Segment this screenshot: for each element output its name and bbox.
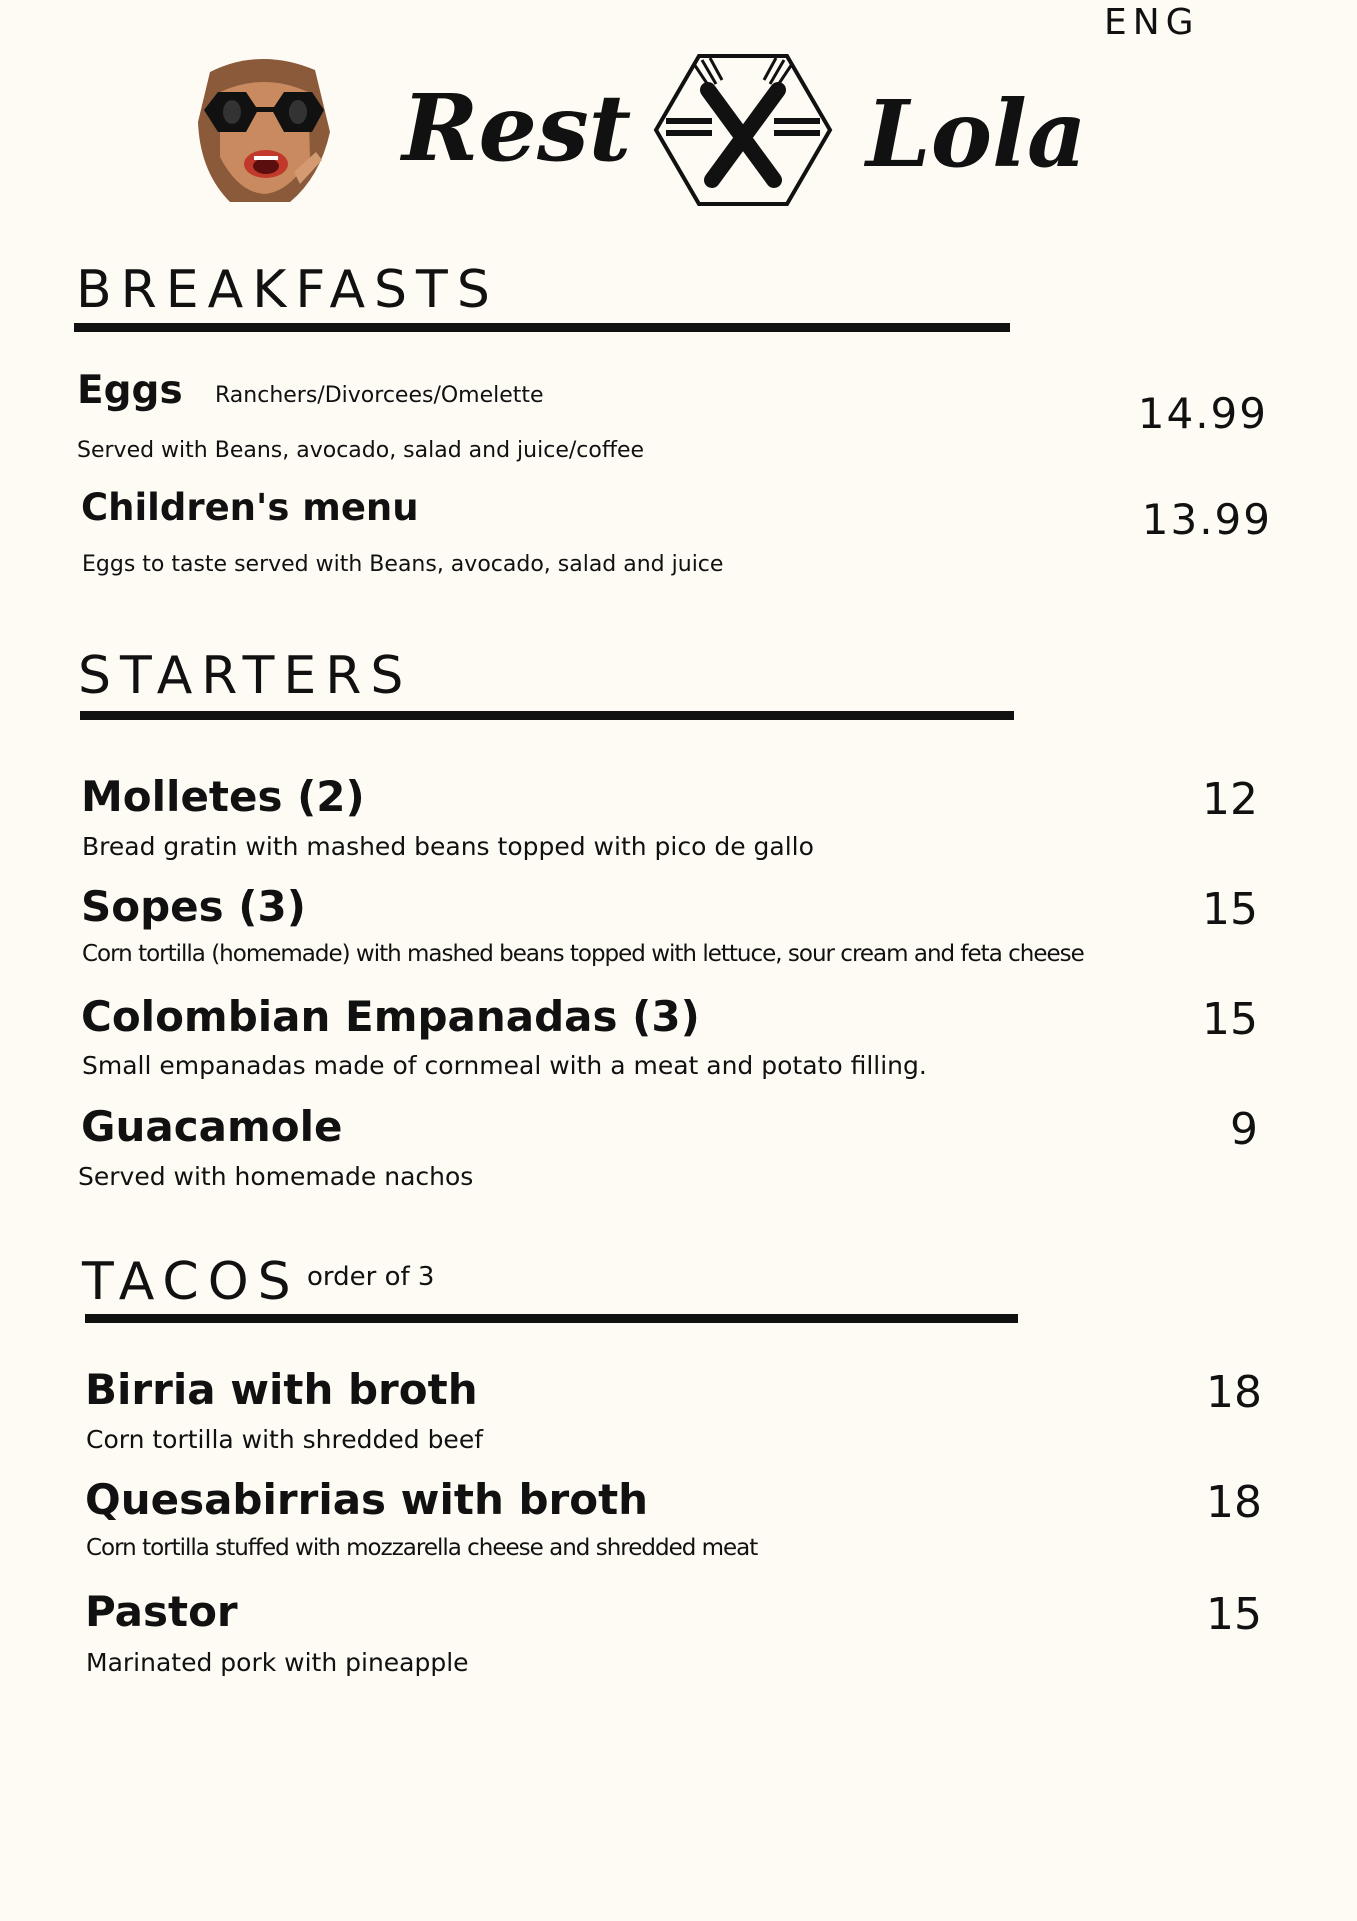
menu-item-price: 18 [1206,1477,1262,1528]
section-divider [85,1314,1018,1323]
menu-item-description: Marinated pork with pineapple [86,1648,469,1677]
menu-item-name: Quesabirrias with broth [85,1475,649,1524]
menu-item-description: Served with homemade nachos [78,1162,474,1191]
menu-item-options: Ranchers/Divorcees/Omelette [215,383,544,408]
menu-item-description: Bread gratin with mashed beans topped with pico de gallo [82,832,814,861]
crossed-forks-hexagon-icon [652,50,834,210]
menu-item-price: 14.99 [1137,389,1268,438]
section-note: order of 3 [307,1262,435,1292]
section-divider [74,323,1010,332]
menu-item-description: Corn tortilla with shredded beef [86,1425,483,1454]
section-title-tacos: TACOS [82,1252,300,1312]
menu-item-price: 9 [1230,1104,1258,1155]
menu-item-name: Sopes (3) [81,882,306,931]
menu-item-description: Eggs to taste served with Beans, avocado, salad and juice [82,552,724,577]
menu-item-price: 15 [1206,1589,1262,1640]
menu-item-name: Colombian Empanadas (3) [81,992,700,1041]
menu-item-name: Birria with broth [85,1365,478,1414]
menu-item-description: Corn tortilla (homemade) with mashed beans topped with lettuce, sour cream and feta cheese [82,941,1084,967]
woman-portrait-icon [190,52,338,206]
menu-item-price: 15 [1202,884,1258,935]
menu-item-name: Children's menu [81,486,419,529]
brand-name-left: Rest [402,74,632,182]
menu-item-name: Molletes (2) [81,772,365,821]
language-label[interactable]: ENG [1104,2,1200,43]
menu-item-price: 18 [1206,1367,1262,1418]
menu-item-name: Eggs [77,368,183,413]
section-title-starters: STARTERS [78,646,413,706]
menu-item-name: Pastor [85,1587,238,1636]
brand-name-right: Lola [866,80,1087,188]
menu-item-price: 15 [1202,994,1258,1045]
menu-item-price: 13.99 [1141,495,1272,544]
menu-item-price: 12 [1202,774,1258,825]
section-divider [80,711,1014,720]
menu-item-description: Served with Beans, avocado, salad and juice/coffee [77,438,645,463]
menu-item-name: Guacamole [81,1102,343,1151]
section-title-breakfasts: BREAKFASTS [76,260,499,320]
menu-item-description: Corn tortilla stuffed with mozzarella cheese and shredded meat [86,1535,758,1561]
menu-item-description: Small empanadas made of cornmeal with a meat and potato filling. [82,1051,927,1080]
